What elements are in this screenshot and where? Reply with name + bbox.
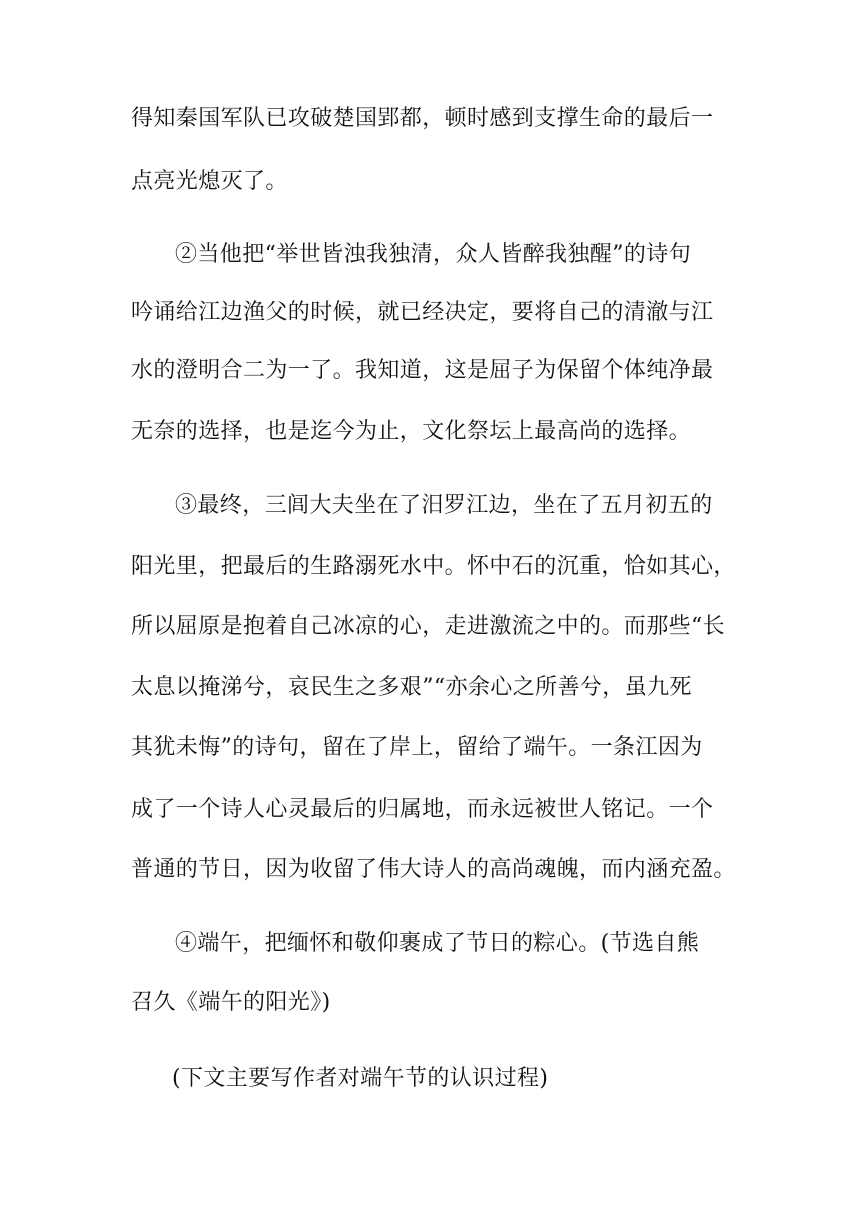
text-line: 无奈的选择，也是迄今为止，文化祭坛上最高尚的选择。 <box>131 419 692 444</box>
section-note: (下文主要写作者对端午节的认识过程) <box>172 1066 549 1091</box>
text-line: 所以屈原是抱着自己冰凉的心，走进激流之中的。而那些“长 <box>131 614 726 639</box>
text-line: 成了一个诗人心灵最后的归属地，而永远被世人铭记。一个 <box>131 797 714 822</box>
text-line: 得知秦国军队已攻破楚国郢都，顿时感到支撑生命的最后一 <box>131 106 714 131</box>
text-line: 普通的节日，因为收留了伟大诗人的高尚魂魄，而内涵充盈。 <box>131 857 736 882</box>
paragraph-4-first-line: ④端午，把缅怀和敬仰裹成了节日的粽心。(节选自熊 <box>175 931 700 956</box>
text-line: 点亮光熄灭了。 <box>131 169 288 194</box>
text-line: 水的澄明合二为一了。我知道，这是屈子为保留个体纯净最 <box>131 358 714 383</box>
text-line: 太息以掩涕兮，哀民生之多艰”“亦余心之所善兮，虽九死 <box>131 675 692 700</box>
paragraph-3-first-line: ③最终，三闾大夫坐在了汨罗江边，坐在了五月初五的 <box>175 493 713 518</box>
text-line: 其犹未悔”的诗句，留在了岸上，留给了端午。一条江因为 <box>131 735 703 760</box>
text-line: 吟诵给江边渔父的时候，就已经决定，要将自己的清澈与江 <box>131 300 714 325</box>
paragraph-2-first-line: ②当他把“举世皆浊我独清，众人皆醉我独醒”的诗句 <box>175 242 692 267</box>
text-line: 阳光里，把最后的生路溺死水中。怀中石的沉重，恰如其心， <box>131 554 736 579</box>
text-line: 召久《端午的阳光》) <box>131 990 331 1015</box>
